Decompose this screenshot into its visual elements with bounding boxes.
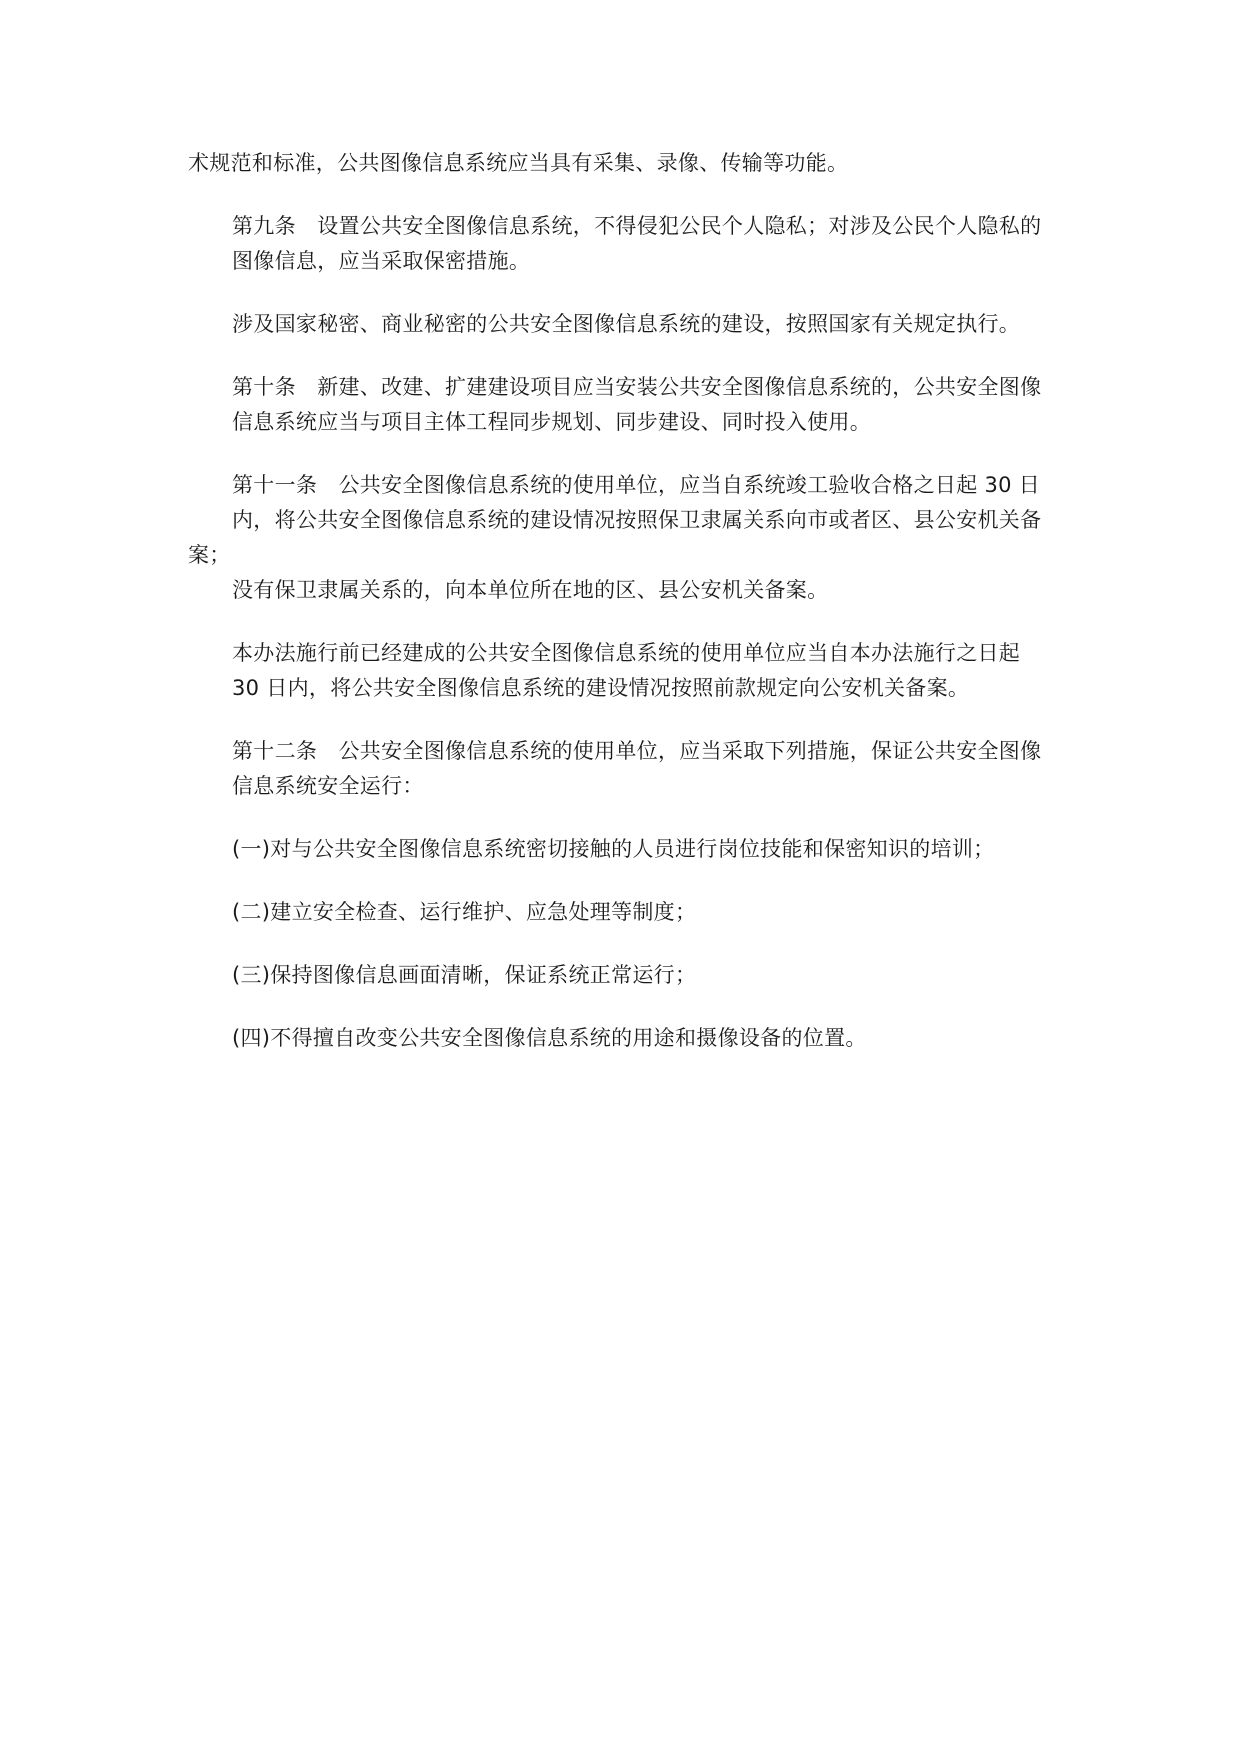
paragraph (188, 734, 1068, 804)
text-line: (二)建立安全检查、运行维护、应急处理等制度； (232, 900, 697, 924)
paragraph (188, 468, 1068, 608)
paragraph (188, 209, 1068, 279)
text-line: 30 日内，将公共安全图像信息系统的建设情况按照前款规定向公安机关备案。 (232, 676, 970, 700)
paragraph (188, 832, 1068, 867)
document-body (188, 146, 1068, 1084)
paragraph (188, 636, 1068, 706)
text-line: 第九条 设置公共安全图像信息系统，不得侵犯公民个人隐私；对涉及公民个人隐私的 (232, 214, 1042, 238)
text-line: 信息系统应当与项目主体工程同步规划、同步建设、同时投入使用。 (232, 410, 871, 434)
text-line: 术规范和标准，公共图像信息系统应当具有采集、录像、传输等功能。 (188, 151, 849, 175)
text-line: 第十条 新建、改建、扩建建设项目应当安装公共安全图像信息系统的，公共安全图像 (232, 375, 1042, 399)
text-line: 涉及国家秘密、商业秘密的公共安全图像信息系统的建设，按照国家有关规定执行。 (232, 312, 1021, 336)
text-line: 图像信息，应当采取保密措施。 (232, 249, 531, 273)
text-line: 第十一条 公共安全图像信息系统的使用单位，应当自系统竣工验收合格之日起 30 日 (232, 473, 1041, 497)
paragraph (188, 370, 1068, 440)
text-line: 没有保卫隶属关系的，向本单位所在地的区、县公安机关备案。 (232, 578, 829, 602)
text-line: (四)不得擅自改变公共安全图像信息系统的用途和摄像设备的位置。 (232, 1026, 867, 1050)
paragraph (188, 895, 1068, 930)
text-line: 第十二条 公共安全图像信息系统的使用单位，应当采取下列措施，保证公共安全图像 (232, 739, 1042, 763)
text-line: (三)保持图像信息画面清晰，保证系统正常运行； (232, 963, 697, 987)
text-line: 信息系统安全运行： (232, 774, 424, 798)
paragraph (188, 1021, 1068, 1056)
text-line: 本办法施行前已经建成的公共安全图像信息系统的使用单位应当自本办法施行之日起 (232, 641, 1021, 665)
text-line: (一)对与公共安全图像信息系统密切接触的人员进行岗位技能和保密知识的培训； (232, 837, 995, 861)
paragraph (188, 958, 1068, 993)
paragraph (188, 307, 1068, 342)
paragraph (188, 146, 1068, 181)
text-line: 内，将公共安全图像信息系统的建设情况按照保卫隶属关系向市或者区、县公安机关备案； (188, 508, 1042, 567)
